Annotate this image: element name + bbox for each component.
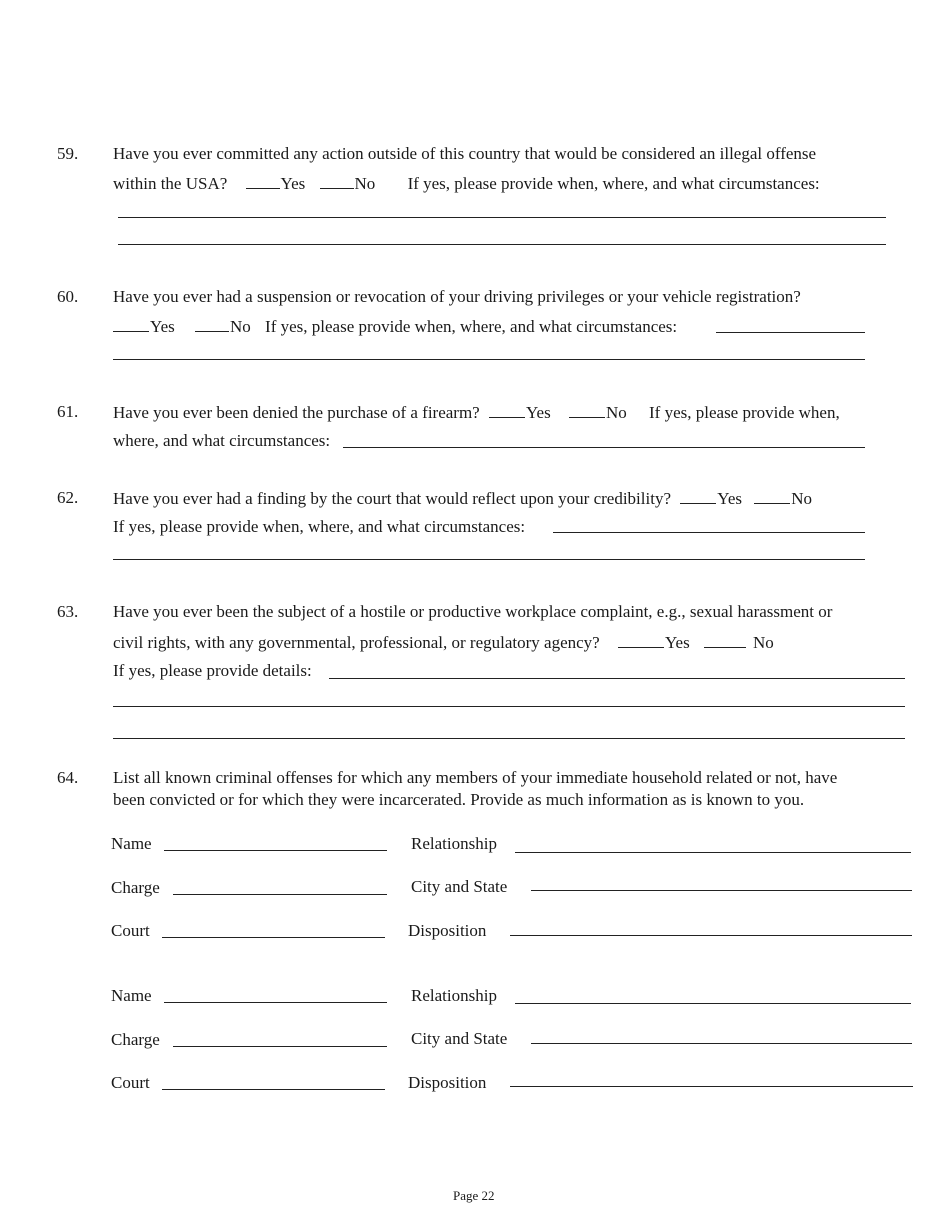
q59-answer-line-1[interactable] <box>118 217 886 218</box>
q59-answer-line-2[interactable] <box>118 244 886 245</box>
question-62-text: Have you ever had a finding by the court that would reflect upon your credibility? <box>113 489 671 508</box>
q59-circumstances-prompt: If yes, please provide when, where, and what circumstances: <box>407 174 820 193</box>
entry1-name-label: Name <box>111 834 152 853</box>
q63-answer-line-2[interactable] <box>113 738 905 739</box>
question-64-text: List all known criminal offenses for which any members of your immediate household related or not, have <box>113 768 838 787</box>
question-59-number: 59. <box>57 144 79 163</box>
question-62-number: 62. <box>57 488 79 507</box>
entry1-city-state-label: City and State <box>411 877 508 896</box>
q63-no-label: No <box>752 633 774 652</box>
question-61-line1 <box>113 403 840 421</box>
question-64-number: 64. <box>57 768 79 787</box>
q61-no-blank[interactable] <box>569 403 605 418</box>
question-63-line2 <box>113 633 774 651</box>
q62-answer-line-1[interactable] <box>113 559 865 560</box>
entry1-court-label: Court <box>111 921 150 940</box>
entry1-name-field[interactable] <box>164 850 387 851</box>
question-61-text: Have you ever been denied the purchase of a firearm? <box>113 403 480 422</box>
q62-no-label: No <box>791 489 813 508</box>
q60-yes-label: Yes <box>150 317 175 336</box>
question-59-line2 <box>113 174 820 192</box>
entry1-relationship-field[interactable] <box>515 852 911 853</box>
question-63-details-prompt: If yes, please provide details: <box>113 661 312 680</box>
entry2-relationship-label: Relationship <box>411 986 497 1005</box>
q62-answer-inline[interactable] <box>553 532 865 533</box>
entry2-name-label: Name <box>111 986 152 1005</box>
question-64-text-2: been convicted or for which they were incarcerated. Provide as much information as is known to you. <box>113 790 805 809</box>
question-60-line2 <box>113 317 677 335</box>
page-number: Page 22 <box>453 1188 495 1203</box>
entry1-city-state-field[interactable] <box>531 890 912 891</box>
q60-yes-blank[interactable] <box>113 317 149 332</box>
q59-no-label: No <box>354 174 376 193</box>
question-62-line2: If yes, please provide when, where, and what circumstances: <box>113 517 526 536</box>
q60-answer-inline[interactable] <box>716 332 865 333</box>
q60-circumstances-prompt: If yes, please provide when, where, and what circumstances: <box>265 317 678 336</box>
entry1-court-field[interactable] <box>162 937 385 938</box>
entry2-court-field[interactable] <box>162 1089 385 1090</box>
entry1-relationship-label: Relationship <box>411 834 497 853</box>
q59-yes-blank[interactable] <box>246 174 280 189</box>
q62-no-blank[interactable] <box>754 489 790 504</box>
entry2-disposition-label: Disposition <box>408 1073 487 1092</box>
entry2-disposition-field[interactable] <box>510 1086 913 1087</box>
entry2-city-state-field[interactable] <box>531 1043 912 1044</box>
question-61-line2: where, and what circumstances: <box>113 431 331 450</box>
q62-yes-blank[interactable] <box>680 489 716 504</box>
entry1-charge-field[interactable] <box>173 894 387 895</box>
entry1-disposition-field[interactable] <box>510 935 912 936</box>
q61-answer-line[interactable] <box>343 447 865 448</box>
question-63-text: Have you ever been the subject of a hostile or productive workplace complaint, e.g., sexual harassment or <box>113 602 833 621</box>
q59-yes-label: Yes <box>280 174 306 193</box>
entry2-relationship-field[interactable] <box>515 1003 911 1004</box>
q60-no-label: No <box>230 317 251 336</box>
entry1-charge-label: Charge <box>111 878 160 897</box>
question-63-number: 63. <box>57 602 79 621</box>
q60-no-blank[interactable] <box>195 317 229 332</box>
question-61-number: 61. <box>57 402 79 421</box>
entry2-city-state-label: City and State <box>411 1029 508 1048</box>
q63-yes-label: Yes <box>664 633 690 652</box>
question-59-prefix: within the USA? <box>113 174 228 193</box>
question-62-line1 <box>113 489 812 507</box>
entry2-charge-field[interactable] <box>173 1046 387 1047</box>
entry2-charge-label: Charge <box>111 1030 160 1049</box>
question-63-text-2: civil rights, with any governmental, professional, or regulatory agency? <box>113 633 600 652</box>
q60-answer-line-1[interactable] <box>113 359 865 360</box>
entry1-disposition-label: Disposition <box>408 921 487 940</box>
q61-no-label: No <box>605 403 627 422</box>
q61-yes-label: Yes <box>525 403 551 422</box>
question-60-number: 60. <box>57 287 79 306</box>
entry2-name-field[interactable] <box>164 1002 387 1003</box>
q62-yes-label: Yes <box>717 489 742 508</box>
q63-no-blank[interactable] <box>704 633 746 648</box>
q59-no-blank[interactable] <box>320 174 354 189</box>
q63-yes-blank[interactable] <box>618 633 664 648</box>
q61-yes-blank[interactable] <box>489 403 525 418</box>
question-59-text: Have you ever committed any action outside of this country that would be considered an illegal offense <box>113 144 817 163</box>
question-60-text: Have you ever had a suspension or revocation of your driving privileges or your vehicle registration? <box>113 287 801 306</box>
entry2-court-label: Court <box>111 1073 150 1092</box>
q63-answer-line-1[interactable] <box>113 706 905 707</box>
q63-answer-inline[interactable] <box>329 678 905 679</box>
q61-circumstances-prompt: If yes, please provide when, <box>649 403 840 422</box>
